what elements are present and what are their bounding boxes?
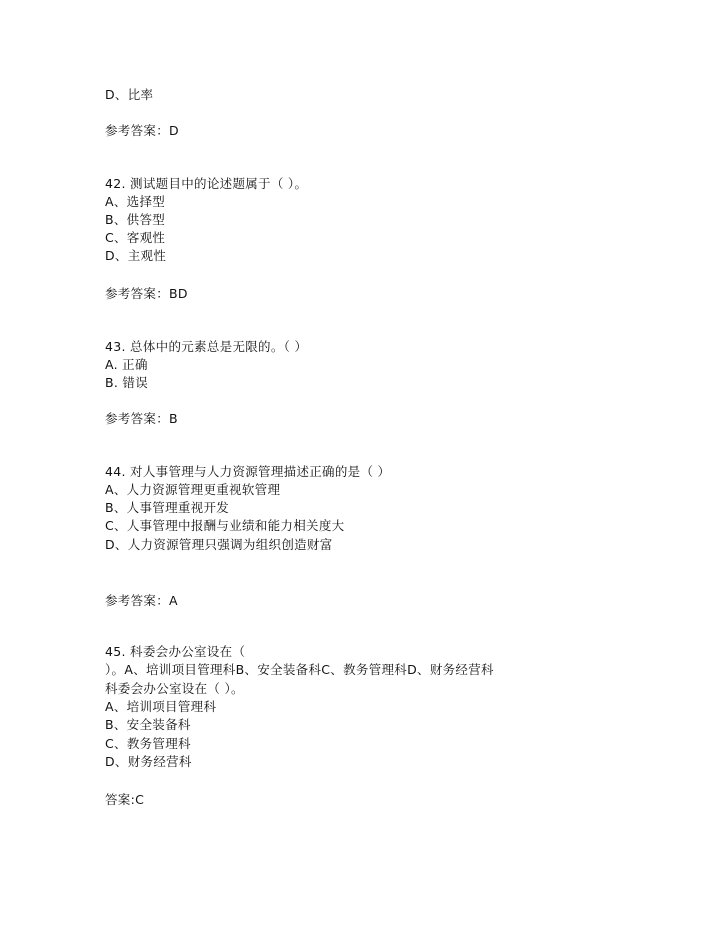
q42-option-c: C、客观性	[105, 230, 166, 245]
q42-answer: 参考答案：BD	[105, 286, 188, 301]
q42-option-b: B、供答型	[105, 212, 166, 227]
q41-option-d: D、比率	[105, 87, 154, 102]
q44-answer: 参考答案：A	[105, 593, 178, 608]
q44-option-c: C、人事管理中报酬与业绩和能力相关度大	[105, 518, 345, 533]
q44-option-b: B、人事管理重视开发	[105, 500, 230, 515]
q45-option-a: A、培训项目管理科	[105, 699, 217, 714]
q45-option-d: D、财务经营科	[105, 754, 192, 769]
q45-question-line2: ）。A、培训项目管理科B、安全装备科C、教务管理科D、财务经营科	[105, 662, 494, 677]
q43-option-a: A. 正确	[105, 357, 148, 372]
q45-question-line3: 科委会办公室设在（ ）。	[105, 681, 244, 696]
q42-question: 42. 测试题目中的论述题属于（ ）。	[105, 176, 308, 191]
q45-option-b: B、安全装备科	[105, 717, 191, 732]
q44-option-d: D、人力资源管理只强调为组织创造财富	[105, 537, 333, 552]
q42-option-a: A、选择型	[105, 194, 166, 209]
q43-option-b: B. 错误	[105, 375, 149, 390]
q45-answer: 答案:C	[105, 792, 145, 807]
q45-question-line1: 45. 科委会办公室设在（	[105, 644, 246, 659]
q43-answer: 参考答案：B	[105, 411, 178, 426]
q41-answer: 参考答案：D	[105, 123, 179, 138]
q44-option-a: A、人力资源管理更重视软管理	[105, 482, 281, 497]
q42-option-d: D、主观性	[105, 248, 167, 263]
q43-question: 43. 总体中的元素总是无限的。（ ）	[105, 339, 308, 354]
q44-question: 44. 对人事管理与人力资源管理描述正确的是（ ）	[105, 464, 391, 479]
q45-option-c: C、教务管理科	[105, 736, 191, 751]
